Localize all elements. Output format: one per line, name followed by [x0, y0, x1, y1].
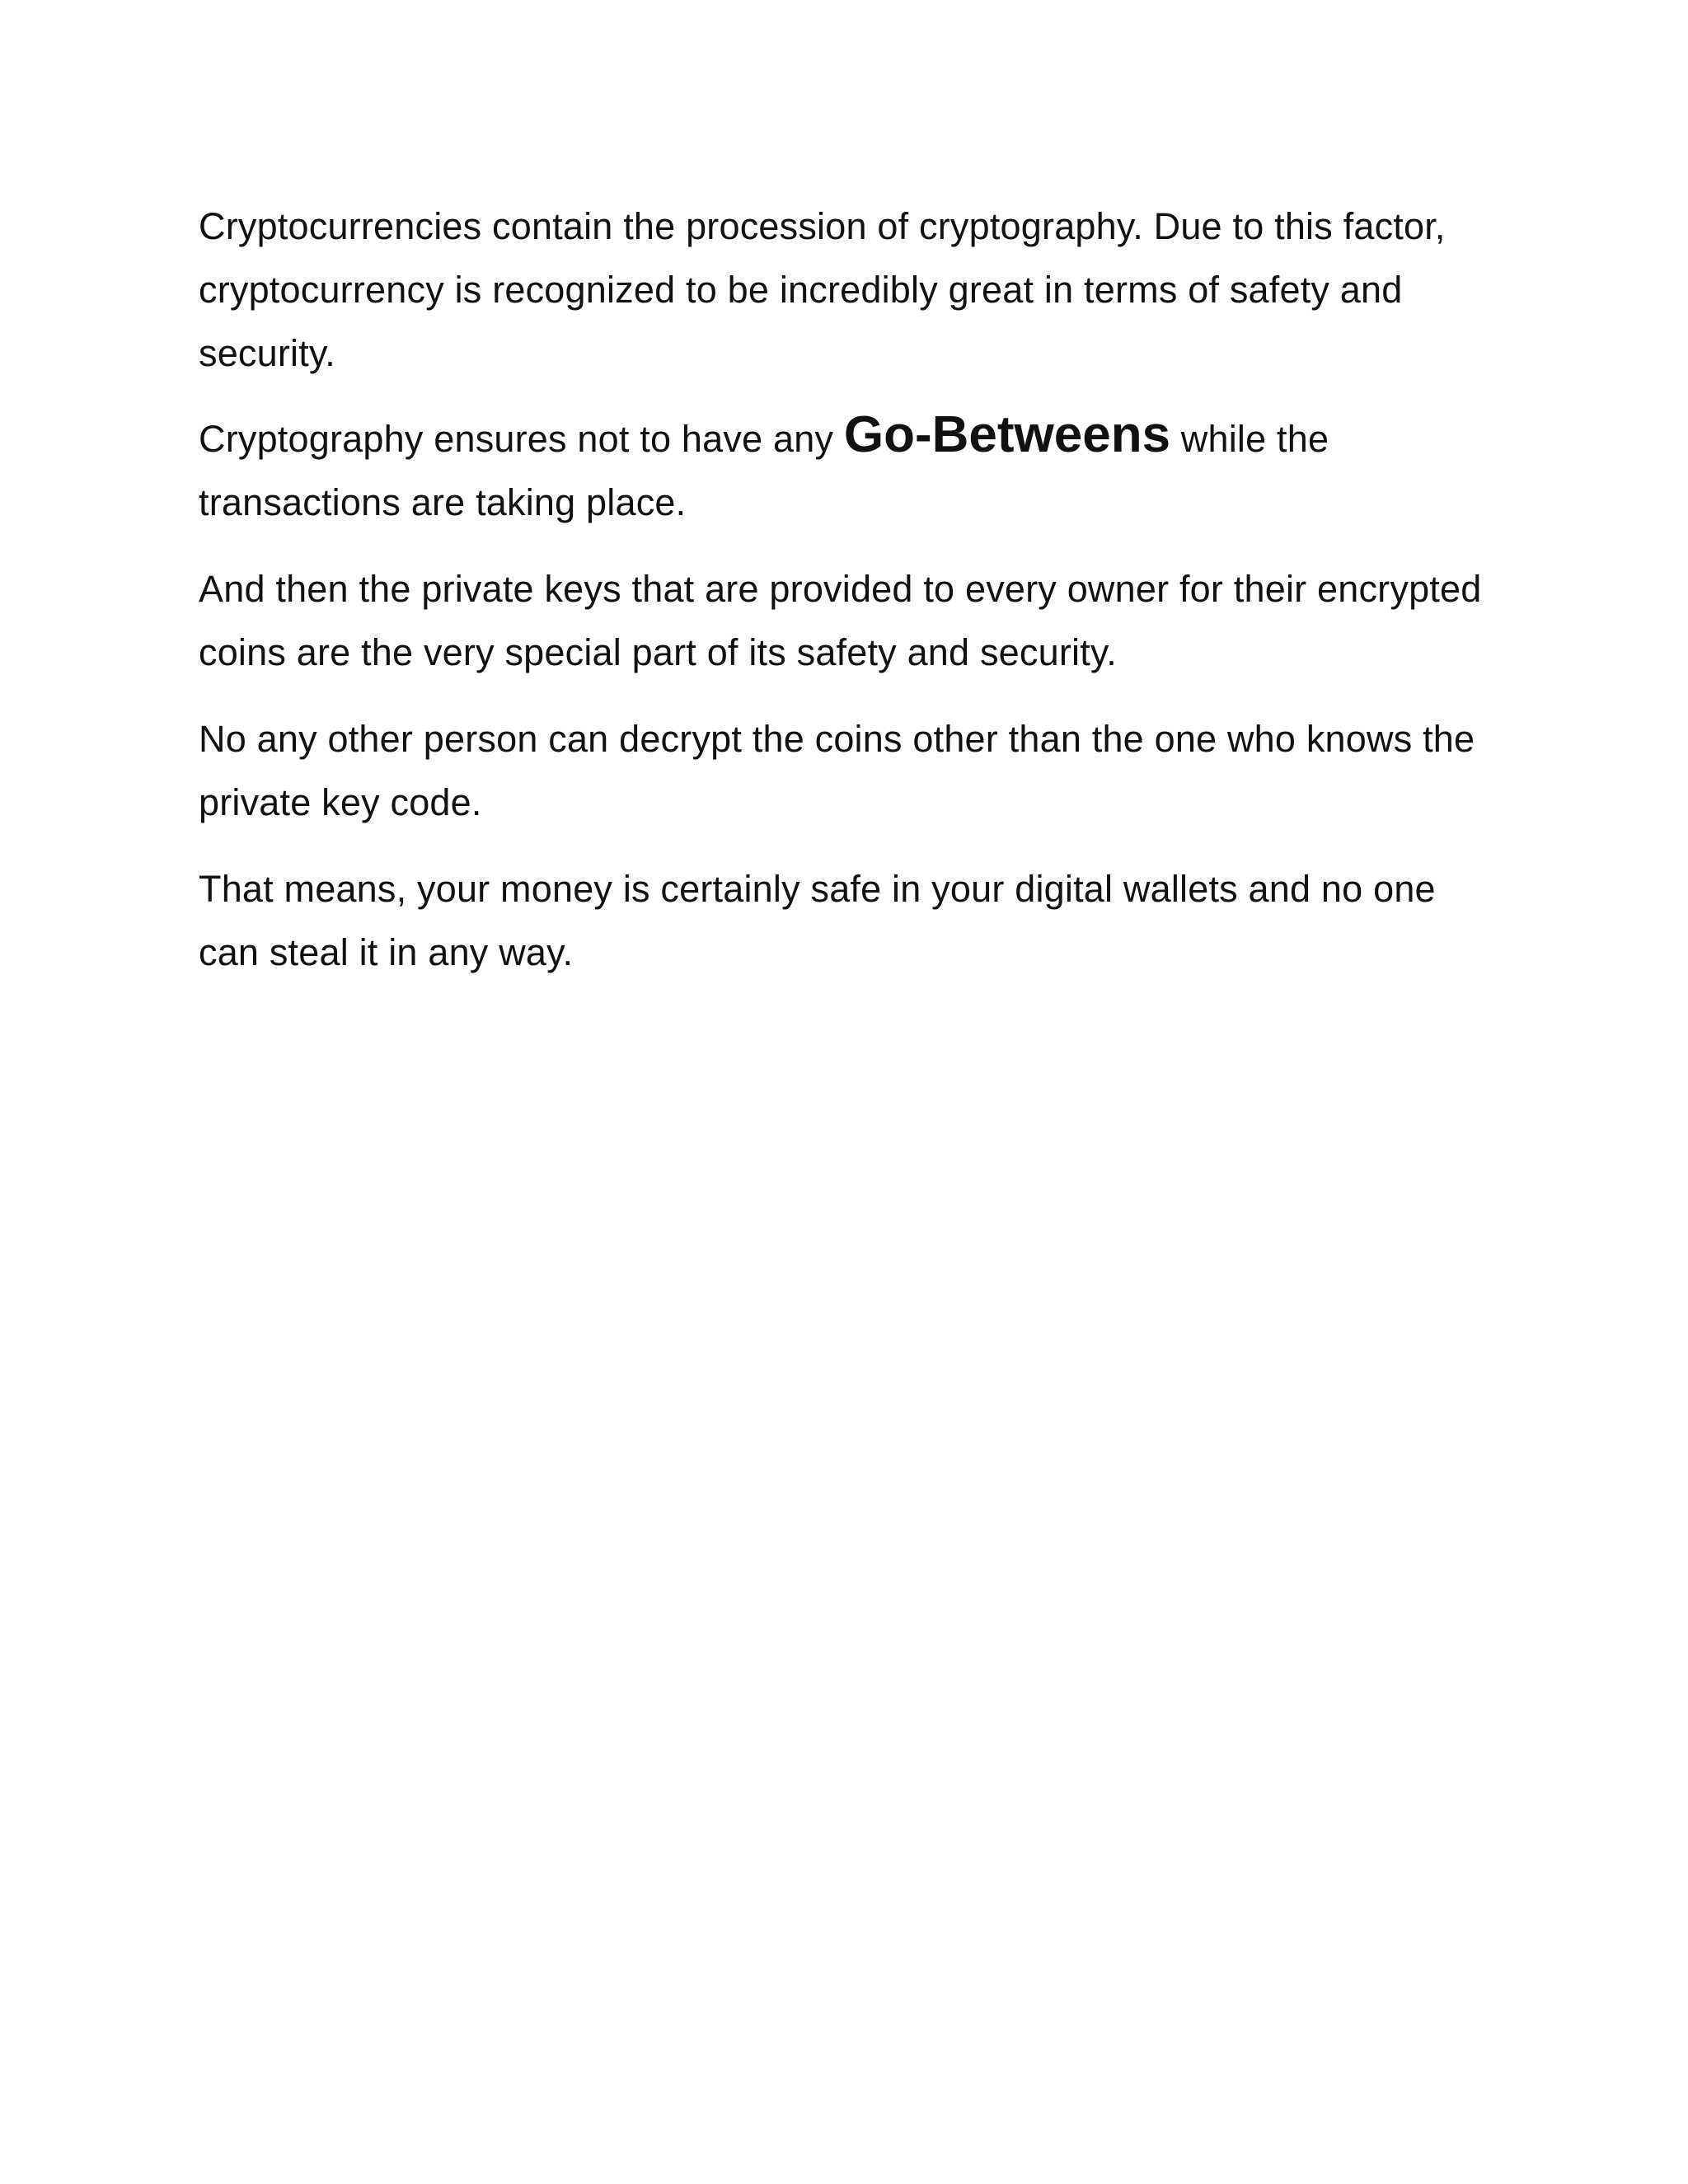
paragraph-money-safe: That means, your money is certainly safe in your digital wallets and no one can steal it in any way.	[199, 868, 1436, 973]
document-body	[199, 194, 1484, 1007]
paragraph-go-betweens-after: while the transactions are taking place.	[199, 418, 1329, 523]
paragraph-decrypt-coins: No any other person can decrypt the coins other than the one who knows the private key code.	[199, 718, 1475, 823]
paragraph-cryptography-procession: Cryptocurrencies contain the procession of cryptography. Due to this factor, cryptocurrency is recognized to be incredibly great in terms of safety and security.	[199, 205, 1446, 374]
paragraph-private-keys: And then the private keys that are provided to every owner for their encrypted coins are the very special part of its safety and security.	[199, 568, 1482, 673]
paragraph-go-betweens-before: Cryptography ensures not to have any	[199, 418, 844, 460]
paragraph-go-betweens	[199, 403, 1484, 534]
go-betweens-emphasis: Go-Betweens	[843, 406, 1171, 463]
